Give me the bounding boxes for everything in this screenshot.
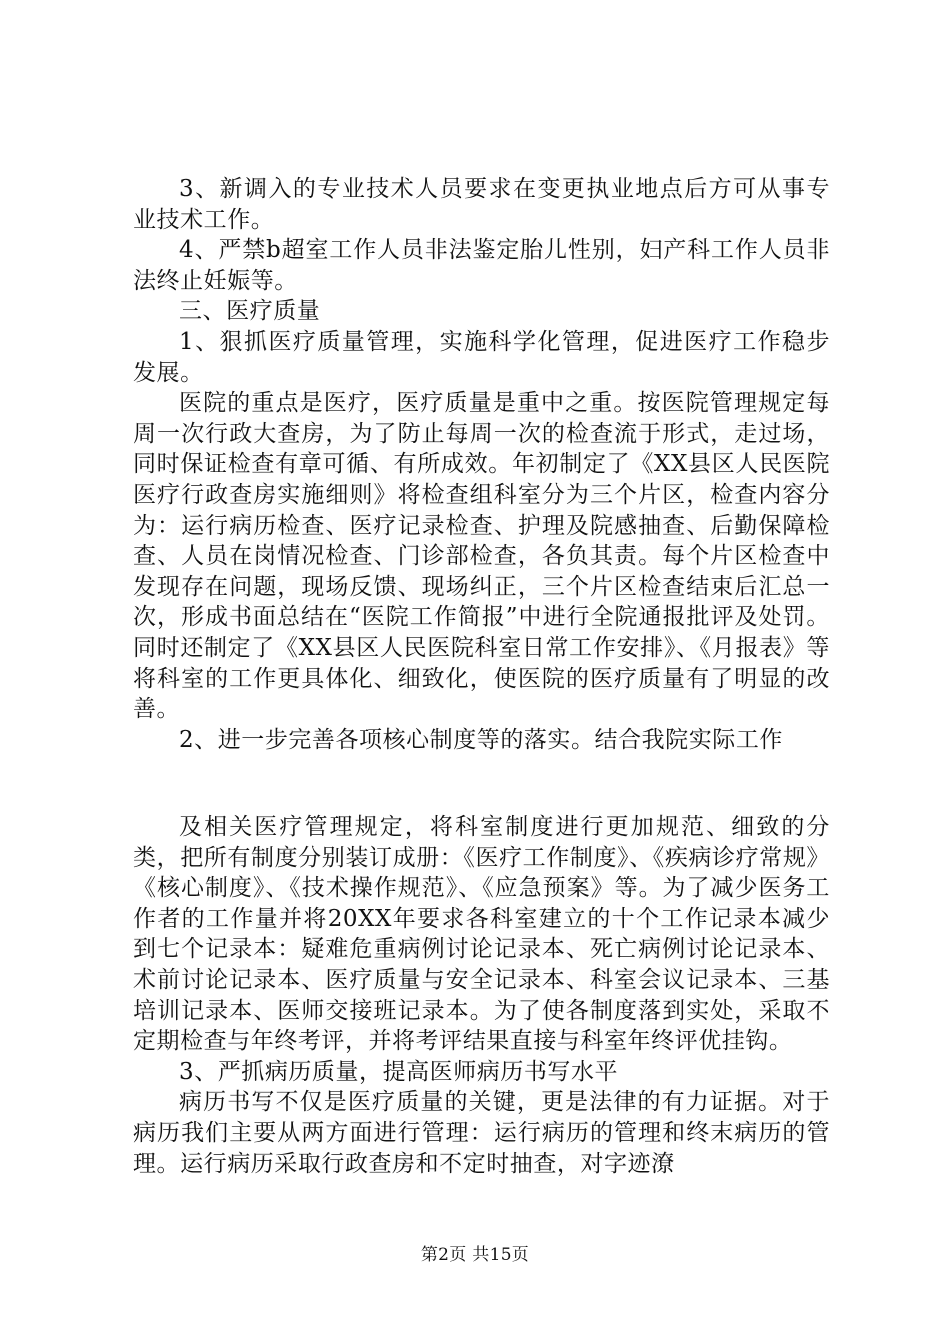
paragraph-regulations: 及相关医疗管理规定，将科室制度进行更加规范、细致的分类，把所有制度分别装订成册：《医疗工作制度》、《疾病诊疗常规》《核心制度》、《技术操作规范》、《应急预案》等。为了减少医务工作者的工作量并将20XX年要求各科室建立的十个工作记录本减少到七个记录本：疑难危重病例讨论记录本、死亡病例讨论记录本、术前讨论记录本、医疗质量与安全记录本、科室会议记录本、三基培训记录本、医师交接班记录本。为了使各制度落到实处，采取不定期检查与年终考评，并将考评结果直接与科室年终评优挂钩。 — [133, 814, 830, 1055]
paragraph-hospital-focus: 医院的重点是医疗，医疗质量是重中之重。按医院管理规定每周一次行政大查房，为了防止每周一次的检查流于形式，走过场，同时保证检查有章可循、有所成效。年初制定了《XX县区人民医院医疗行政查房实施细则》将检查组科室分为三个片区，检查内容分为：运行病历检查、医疗记录检查、护理及院感抽查、后勤保障检查、人员在岗情况检查、门诊部检查，各负其责。每个片区检查中发现存在问题，现场反馈、现场纠正，三个片区检查结束后汇总一次，形成书面总结在“医院工作简报”中进行全院通报批评及处罚。同时还制定了《XX县区人民医院科室日常工作安排》、《月报表》等将科室的工作更具体化、细致化，使医院的医疗质量有了明显的改善。 — [133, 390, 830, 723]
section-heading-medical-quality: 三、医疗质量 — [179, 298, 321, 325]
text-block-upper — [133, 174, 830, 755]
paragraph-medical-records: 病历书写不仅是医疗质量的关键，更是法律的有力证据。对于病历我们主要从两方面进行管理：运行病历的管理和终末病历的管理。运行病历采取行政查房和不定时抽查，对字迹潦 — [133, 1089, 830, 1177]
paragraph-core-system: 2、进一步完善各项核心制度等的落实。结合我院实际工作 — [179, 726, 783, 753]
paragraph-quality-management: 1、狠抓医疗质量管理，实施科学化管理，促进医疗工作稳步发展。 — [133, 328, 830, 386]
paragraph-staff-transfer: 3、新调入的专业技术人员要求在变更执业地点后方可从事专业技术工作。 — [133, 176, 830, 233]
paragraph-ultrasound-ban: 4、严禁b超室工作人员非法鉴定胎儿性别，妇产科工作人员非法终止妊娠等。 — [133, 237, 830, 294]
text-block-lower — [133, 812, 830, 1179]
paragraph-medical-records-heading: 3、严抓病历质量，提高医师病历书写水平 — [179, 1058, 619, 1085]
page-number-footer: 第2页 共15页 — [420, 1245, 530, 1265]
